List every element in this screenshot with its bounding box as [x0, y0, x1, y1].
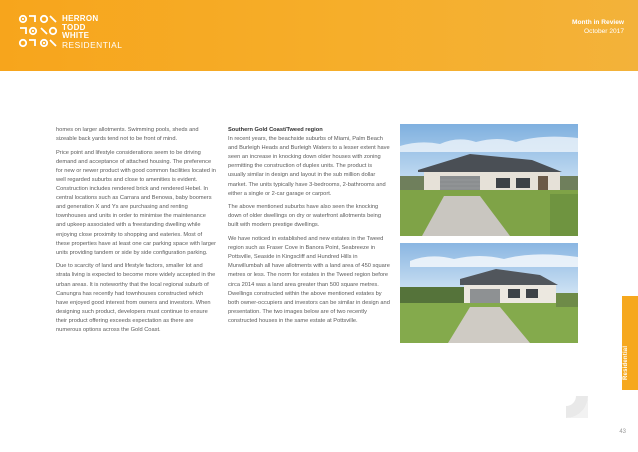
page-header [0, 0, 638, 71]
text-column-left [56, 126, 216, 340]
publication-info [572, 18, 624, 36]
section-heading: Southern Gold Coast/Tweed region [228, 127, 323, 133]
paragraph: Price point and lifestyle considerations seem to be driving demand and acceptance of attached housing. The preference for new or newer product with good common facilities located in well regarded suburbs and close to amenities is evident. Construction includes rendered brick and rendered Hebel. In central locations such as Carrara and Benowa, baby boomers and generation X and Ys are purchasing and renting townhouses and units in order to minimise the maintenance and upkeep associated with a freestanding dwelling while enjoying close proximity to shopping and eateries. Most of these properties have at least one car parking space with larger units providing tandem or side by side configuration parking. [56, 149, 216, 256]
logo-line-residential: RESIDENTIAL [62, 39, 123, 50]
paragraph: The above mentioned suburbs have also seen the knocking down of older dwellings on dry or waterfront allotments being built with modern prestige dwellings. [228, 204, 382, 229]
page-number: 43 [619, 429, 626, 435]
text-column-middle [228, 126, 390, 330]
logo-line-todd: TODD [62, 22, 86, 32]
logo-wordmark [62, 15, 122, 49]
decorative-quarter-circle-icon [566, 396, 588, 418]
logo-mark-icon [18, 14, 58, 52]
logo-line-white: WHITE [62, 31, 90, 41]
paragraph: We have noticed in established and new estates in the Tweed region such as Fraser Cove in Banora Point, Seabreeze in Pottsville, Seaside in Kingscliff and Hundred Hills in Murwillumbah all have allotments with a land area of 450 square metres or less. The norm for estates in the Tweed region before circa 2014 was a land area greater than 500 square metres. Dwellings constructed within the above mentioned estates by both owner-occupiers and investors can be similar in design and presentation. The two images below are of two recently constructed houses in the same estate at Pottsville. [228, 236, 390, 324]
house-photo-1 [400, 124, 578, 236]
logo-line-herron: HERRON [62, 14, 99, 23]
paragraph: In recent years, the beachside suburbs of Miami, Palm Beach and Burleigh Heads and Burleigh Waters to a lesser extent have seen an increase in knocking down older houses with zoning permitting the construction of duplex units. The product is usually similar in design and layout in the sub million dollar market. The units typically have 3-bedrooms, 2-bathrooms and either a single or 2-car garage or carport. [228, 136, 390, 197]
publication-title: Month in Review [571, 19, 624, 26]
paragraph: homes on larger allotments. Swimming pools, sheds and sizeable back yards tend not to be front of mind. [56, 127, 199, 143]
publication-date: October 2017 [584, 28, 624, 35]
section-tab-label: Residential [623, 345, 629, 380]
paragraph: Due to scarcity of land and lifestyle factors, smaller lot and strata living is expected to become more widely accepted in the urban areas. It is noteworthy that the local regional suburb of Canungra has recently had townhouses constructed which have enjoyed good interest from owners and investors. When designing such product, developers must continue to ensure their product offering exceeds expectation as there are numerous options across the Gold Coast. [56, 263, 216, 333]
house-photo-2 [400, 243, 578, 343]
